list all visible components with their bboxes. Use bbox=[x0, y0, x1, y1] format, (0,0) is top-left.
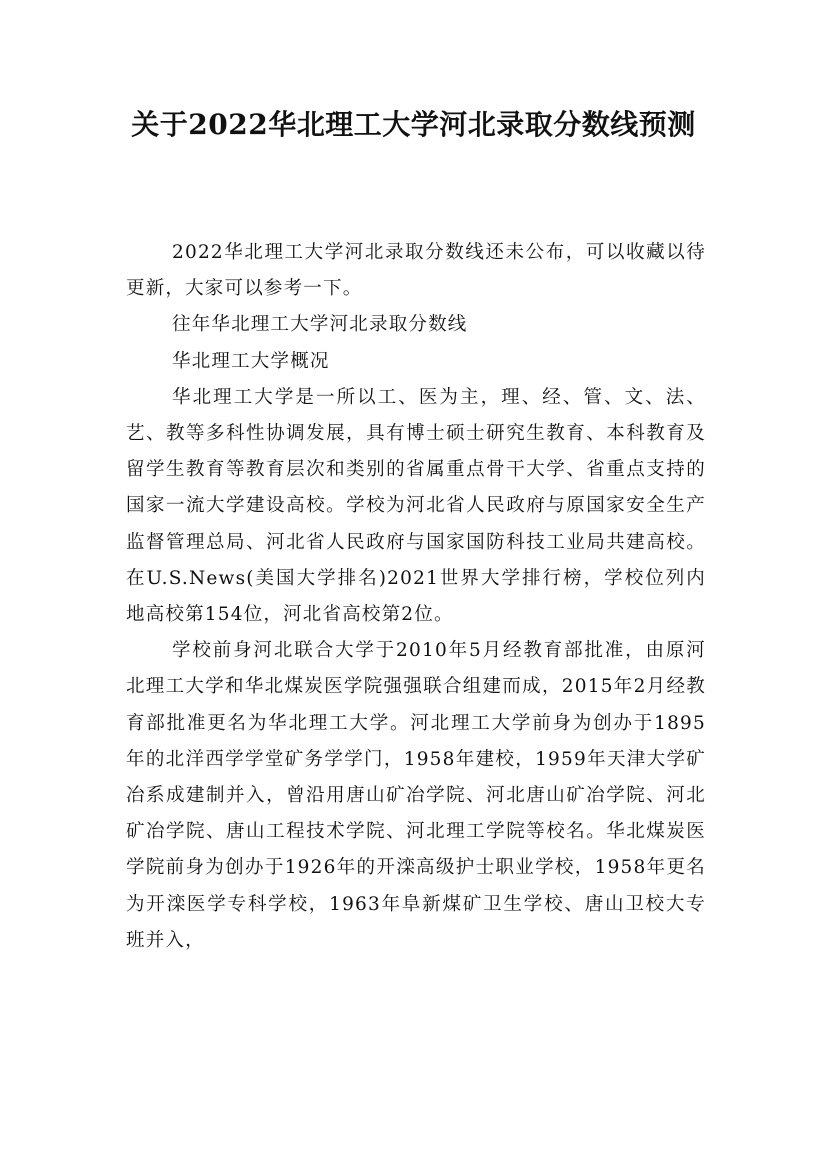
document-body bbox=[126, 235, 706, 959]
document-title: 关于2022华北理工大学河北录取分数线预测 bbox=[131, 108, 696, 141]
paragraph-intro: 2022华北理工大学河北录取分数线还未公布，可以收藏以待更新，大家可以参考一下。 bbox=[126, 242, 706, 300]
paragraph-overview: 华北理工大学是一所以工、医为主，理、经、管、文、法、艺、教等多科性协调发展，具有博士硕士研究生教育、本科教育及留学生教育等教育层次和类别的省属重点骨干大学、省重点支持的国家一流大学建设高校。学校为河北省人民政府与原国家安全生产监督管理总局、河北省人民政府与国家国防科技工业局共建高校。在U.S.News(美国大学排名)2021世界大学排行榜，学校位列内地高校第154位，河北省高校第2位。 bbox=[126, 386, 706, 626]
paragraph-history: 学校前身河北联合大学于2010年5月经教育部批准，由原河北理工大学和华北煤炭医学院强强联合组建而成，2015年2月经教育部批准更名为华北理工大学。河北理工大学前身为创办于1895年的北洋西学学堂矿务学学门，1958年建校，1959年天津大学矿冶系成建制并入，曾沿用唐山矿冶学院、河北唐山矿冶学院、河北矿冶学院、唐山工程技术学院、河北理工学院等校名。华北煤炭医学院前身为创办于1926年的开滦高级护士职业学校，1958年更名为开滦医学专科学校，1963年阜新煤矿卫生学校、唐山卫校大专班并入， bbox=[126, 640, 706, 951]
paragraph-overview-heading: 华北理工大学概况 bbox=[172, 350, 330, 372]
paragraph-past-scores-heading: 往年华北理工大学河北录取分数线 bbox=[172, 314, 468, 336]
